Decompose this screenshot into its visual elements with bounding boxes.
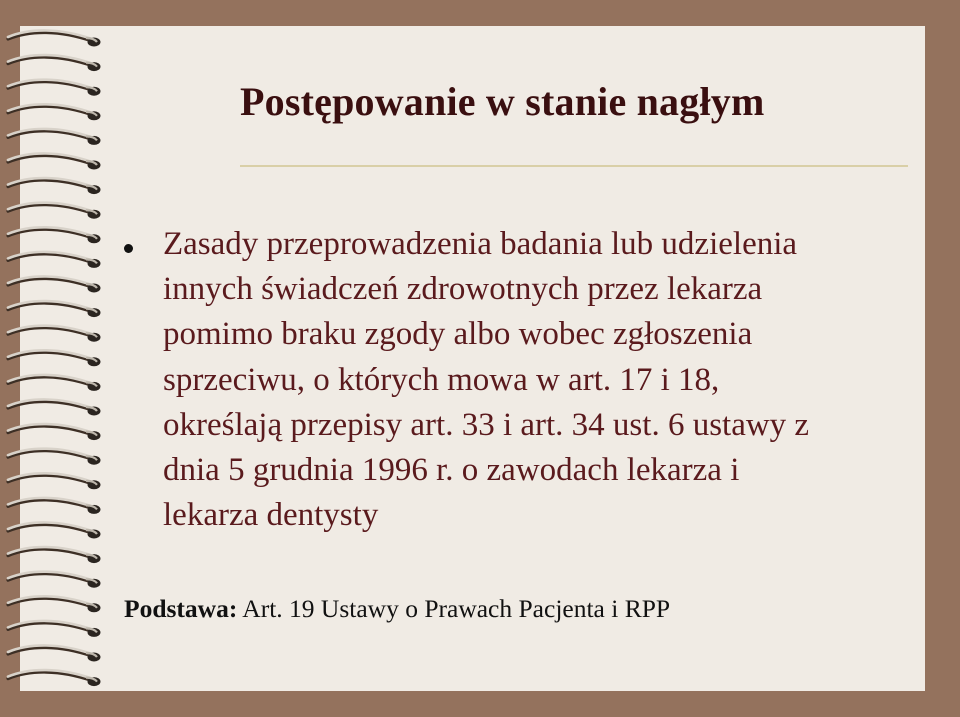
spiral-ring — [8, 80, 101, 96]
spiral-ring — [8, 153, 101, 169]
bullet-dot-icon — [124, 244, 133, 253]
bullet-paragraph — [163, 222, 903, 538]
spiral-ring — [8, 596, 101, 612]
spiral-ring — [8, 252, 101, 268]
slide-title: Postępowanie w stanie nagłym — [240, 79, 765, 124]
spiral-ring — [8, 178, 101, 194]
spiral-ring — [8, 227, 101, 243]
spiral-ring — [8, 104, 101, 120]
title-divider — [240, 165, 908, 167]
source-label: Podstawa: — [124, 594, 238, 623]
spiral-ring — [8, 670, 101, 686]
spiral-ring — [8, 522, 101, 538]
spiral-binding-icon — [0, 0, 120, 717]
spiral-ring — [8, 30, 101, 46]
bullet-line: sprzeciwu, o których mowa w art. 17 i 18, — [163, 361, 720, 398]
spiral-ring — [8, 498, 101, 514]
bullet-line: określają przepisy art. 33 i art. 34 ust. 6 ustawy z — [163, 406, 810, 443]
source-note — [124, 594, 670, 624]
spiral-ring — [8, 276, 101, 292]
bullet-line: Zasady przeprowadzenia badania lub udzielenia — [163, 226, 798, 262]
spiral-ring — [8, 572, 101, 588]
spiral-ring — [8, 645, 101, 661]
spiral-ring — [8, 375, 101, 391]
bullet-line: innych świadczeń zdrowotnych przez lekarza — [163, 271, 763, 308]
bullet-line: dnia 5 grudnia 1996 r. o zawodach lekarza i — [163, 452, 740, 489]
spiral-ring — [8, 301, 101, 317]
spiral-ring — [8, 129, 101, 145]
spiral-ring — [8, 55, 101, 71]
spiral-ring — [8, 203, 101, 219]
spiral-ring — [8, 326, 101, 342]
source-text: Art. 19 Ustawy o Prawach Pacjenta i RPP — [237, 594, 671, 623]
spiral-ring — [8, 473, 101, 489]
bullet-line: lekarza dentysty — [163, 497, 379, 534]
spiral-ring — [8, 399, 101, 415]
spiral-ring — [8, 424, 101, 440]
spiral-ring — [8, 621, 101, 637]
bullet-line: pomimo braku zgody albo wobec zgłoszenia — [163, 316, 753, 353]
spiral-ring — [8, 350, 101, 366]
spiral-ring — [8, 547, 101, 563]
spiral-ring — [8, 449, 101, 465]
